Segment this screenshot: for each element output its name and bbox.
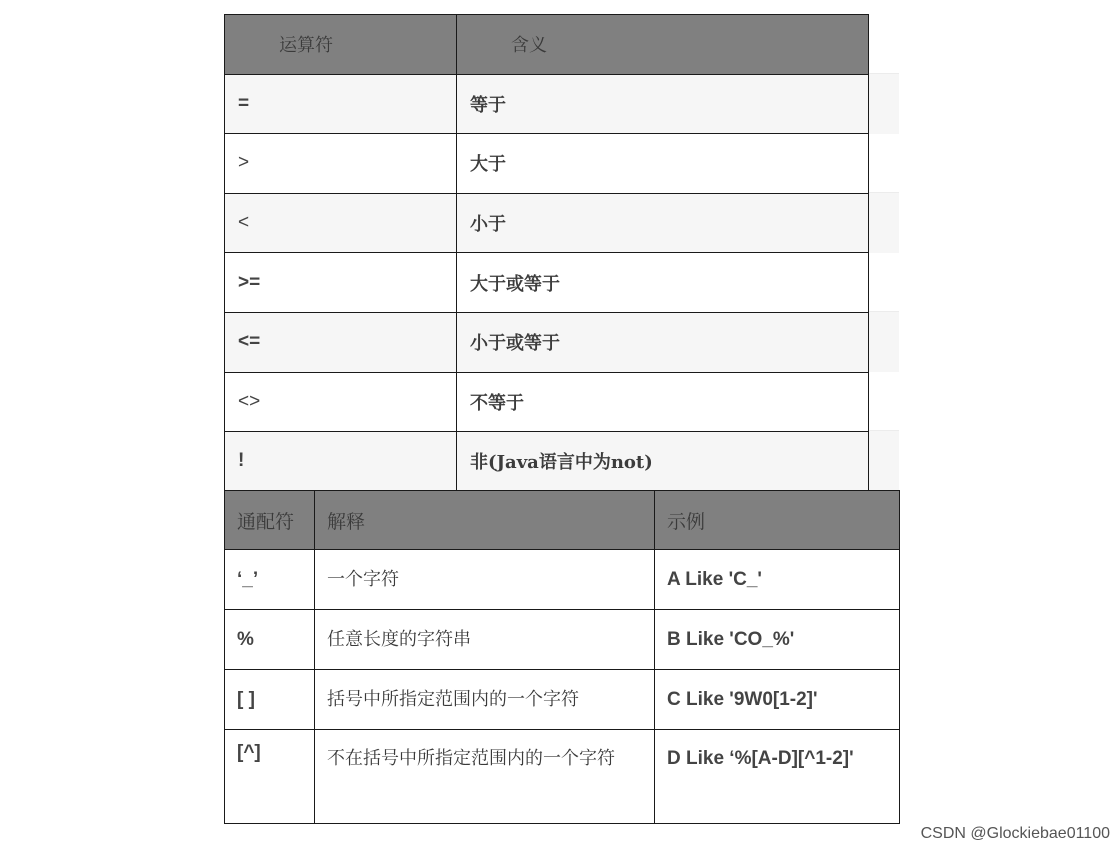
- table-row: [225, 372, 869, 432]
- operator-cell: <=: [225, 312, 457, 372]
- meaning-cell: 小于或等于: [457, 312, 869, 372]
- explanation-cell: 不在括号中所指定范围内的一个字符: [315, 730, 655, 824]
- table-row: [225, 610, 900, 670]
- explanation-cell: 括号中所指定范围内的一个字符: [315, 670, 655, 730]
- column-header-wildcard: 通配符: [225, 491, 315, 550]
- example-cell: B Like 'CO_%': [655, 610, 900, 670]
- column-header-operator: 运算符: [225, 15, 457, 75]
- wildcard-cell: [ ]: [225, 670, 315, 730]
- right-shade-strip: [868, 192, 899, 253]
- table-header-row: [225, 491, 900, 550]
- wildcard-cell: [^]: [225, 730, 315, 824]
- table-row: [225, 670, 900, 730]
- column-header-explanation: 解释: [315, 491, 655, 550]
- explanation-cell: 任意长度的字符串: [315, 610, 655, 670]
- watermark: CSDN @Glockiebae01100: [920, 825, 1110, 842]
- example-cell: D Like ‘%[A-D][^1-2]': [655, 730, 900, 824]
- table-row: [225, 134, 869, 194]
- operators-table: [224, 14, 869, 492]
- wildcard-cell: %: [225, 610, 315, 670]
- explanation-cell: 一个字符: [315, 550, 655, 610]
- operator-cell: !: [225, 432, 457, 492]
- operator-cell: <>: [225, 372, 457, 432]
- example-cell: A Like 'C_': [655, 550, 900, 610]
- column-header-example: 示例: [655, 491, 900, 550]
- wildcards-table: [224, 490, 900, 824]
- table-row: [225, 193, 869, 253]
- table-row: [225, 550, 900, 610]
- meaning-cell: 大于: [457, 134, 869, 194]
- operator-cell: =: [225, 74, 457, 134]
- wildcard-cell: ‘_’: [225, 550, 315, 610]
- meaning-cell: 非(Java语言中为not): [457, 432, 869, 492]
- table-row: [225, 312, 869, 372]
- operator-cell: >=: [225, 253, 457, 313]
- operator-cell: >: [225, 134, 457, 194]
- table-row: [225, 432, 869, 492]
- meaning-cell: 不等于: [457, 372, 869, 432]
- meaning-cell: 等于: [457, 74, 869, 134]
- right-shade-strip: [868, 430, 899, 491]
- table-row: [225, 74, 869, 134]
- table-row: [225, 253, 869, 313]
- operator-cell: <: [225, 193, 457, 253]
- example-cell: C Like '9W0[1-2]': [655, 670, 900, 730]
- meaning-cell: 小于: [457, 193, 869, 253]
- right-shade-strip: [868, 311, 899, 372]
- meaning-cell: 大于或等于: [457, 253, 869, 313]
- column-header-meaning: 含义: [457, 15, 869, 75]
- table-row: [225, 730, 900, 824]
- table-header-row: [225, 15, 869, 75]
- right-shade-strip: [868, 73, 899, 134]
